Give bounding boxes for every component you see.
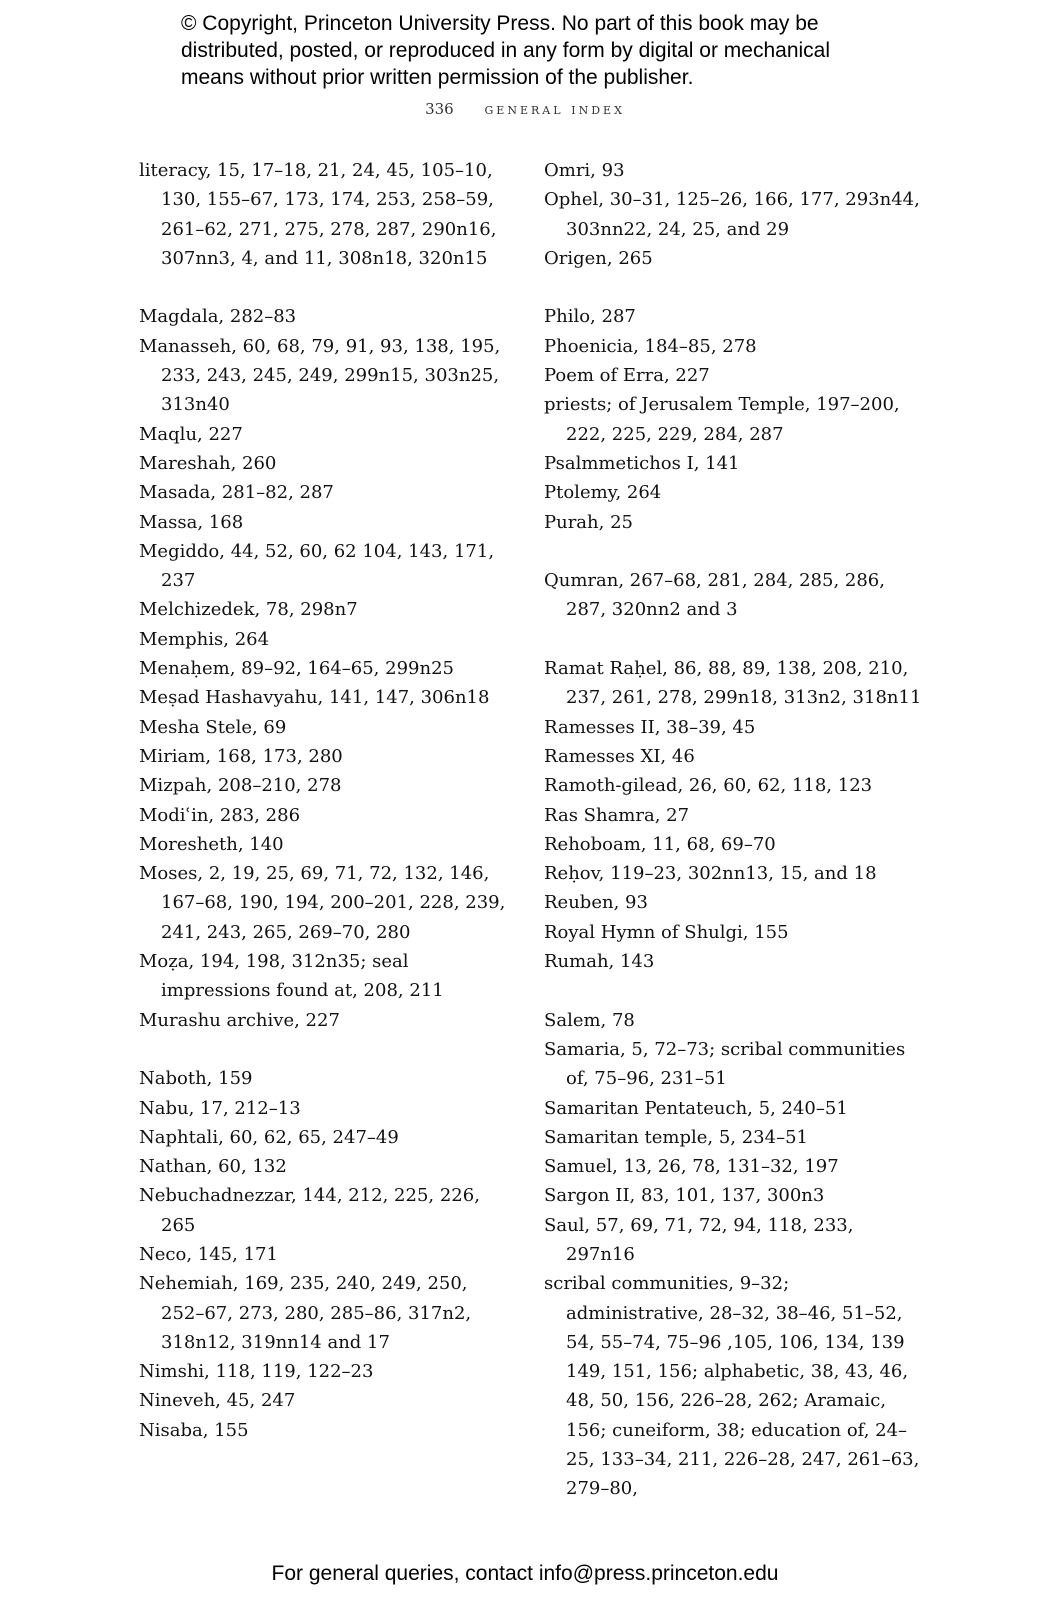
index-entry: Reuben, 93 bbox=[544, 892, 648, 914]
index-entry: Manasseh, 60, 68, 79, 91, 93, 138, 195, 233, 243, 245, 249, 299n15, 303n25, 313n40 bbox=[139, 335, 501, 416]
index-entry: Poem of Erra, 227 bbox=[544, 365, 710, 387]
index-entry: Modiʿin, 283, 286 bbox=[139, 804, 301, 826]
index-entry: Ras Shamra, 27 bbox=[544, 804, 690, 826]
index-entry: Saul, 57, 69, 71, 72, 94, 118, 233, 297n16 bbox=[544, 1214, 854, 1265]
index-entry: Moses, 2, 19, 25, 69, 71, 72, 132, 146, 167–68, 190, 194, 200–201, 228, 239, 241, 243, 265, 269–70, 280 bbox=[139, 863, 506, 943]
index-entry: Masada, 281–82, 287 bbox=[139, 482, 334, 504]
letter-group-gap bbox=[139, 273, 514, 302]
index-entry: Miriam, 168, 173, 280 bbox=[139, 745, 343, 767]
letter-group-gap bbox=[139, 1035, 514, 1064]
index-entry: Moresheth, 140 bbox=[139, 833, 284, 855]
index-entry: Qumran, 267–68, 281, 284, 285, 286, 287, 320nn2 and 3 bbox=[544, 570, 885, 621]
index-entry: Nabu, 17, 212–13 bbox=[139, 1097, 301, 1119]
index-column-right bbox=[544, 156, 924, 1504]
index-entry: Massa, 168 bbox=[139, 511, 244, 533]
index-entry: Samaritan Pentateuch, 5, 240–51 bbox=[544, 1097, 848, 1119]
index-entry: Rehoboam, 11, 68, 69–70 bbox=[544, 833, 776, 855]
index-entry: Rumah, 143 bbox=[544, 951, 655, 973]
index-entry: Menaḥem, 89–92, 164–65, 299n25 bbox=[139, 658, 454, 680]
index-entry: Memphis, 264 bbox=[139, 628, 270, 650]
index-entry: Ptolemy, 264 bbox=[544, 482, 662, 504]
index-entry: scribal communities, 9–32; administrative, 28–32, 38–46, 51–52, 54, 55–74, 75–96 ,105, 106, 134, 139 149, 151, 156; alphabetic, 38, 43, 46, 48, 50, 156, 226–28, 262; Aramaic, 156; cuneiform, 38; education of, 24–25, 133–34, 211, 226–28, 247, 261–63, 279–80, bbox=[544, 1273, 920, 1500]
index-entry: Origen, 265 bbox=[544, 247, 653, 269]
index-entry: Mesha Stele, 69 bbox=[139, 716, 287, 738]
index-entry: Nisaba, 155 bbox=[139, 1419, 249, 1441]
letter-group-gap bbox=[544, 976, 924, 1005]
index-entry: Ramoth-gilead, 26, 60, 62, 118, 123 bbox=[544, 775, 873, 797]
index-entry: Nimshi, 118, 119, 122–23 bbox=[139, 1361, 374, 1383]
index-entry: Mareshah, 260 bbox=[139, 452, 277, 474]
letter-group-gap bbox=[544, 625, 924, 654]
index-entry: Phoenicia, 184–85, 278 bbox=[544, 335, 757, 357]
index-entry: Nineveh, 45, 247 bbox=[139, 1390, 296, 1412]
index-entry: Mizpah, 208–210, 278 bbox=[139, 775, 342, 797]
index-entry: Royal Hymn of Shulgi, 155 bbox=[544, 921, 789, 943]
page-number: 336 bbox=[425, 100, 454, 118]
index-entry: Salem, 78 bbox=[544, 1009, 635, 1031]
index-entry: Philo, 287 bbox=[544, 306, 636, 328]
index-entry: Ramat Raḥel, 86, 88, 89, 138, 208, 210, 237, 261, 278, 299n18, 313n2, 318n11 bbox=[544, 658, 922, 709]
index-entry: Ramesses XI, 46 bbox=[544, 745, 695, 767]
index-entry: Ophel, 30–31, 125–26, 166, 177, 293n44, 303nn22, 24, 25, and 29 bbox=[544, 189, 920, 240]
index-entry: Moẓa, 194, 198, 312n35; seal impressions found at, 208, 211 bbox=[139, 951, 444, 1002]
index-entry: Samuel, 13, 26, 78, 131–32, 197 bbox=[544, 1156, 839, 1178]
index-column-left bbox=[139, 156, 514, 1445]
index-entry: literacy, 15, 17–18, 21, 24, 45, 105–10, 130, 155–67, 173, 174, 253, 258–59, 261–62, 271, 275, 278, 287, 290n16, 307nn3, 4, and 11, 308n18, 320n15 bbox=[139, 160, 497, 269]
index-entry: Maqlu, 227 bbox=[139, 423, 243, 445]
index-entry: Meṣad Hashavyahu, 141, 147, 306n18 bbox=[139, 687, 490, 709]
index-entry: Murashu archive, 227 bbox=[139, 1009, 340, 1031]
index-entry: Psalmmetichos I, 141 bbox=[544, 452, 740, 474]
index-entry: Neco, 145, 171 bbox=[139, 1243, 278, 1265]
index-entry: Nebuchadnezzar, 144, 212, 225, 226, 265 bbox=[139, 1185, 480, 1236]
index-entry: priests; of Jerusalem Temple, 197–200, 222, 225, 229, 284, 287 bbox=[544, 394, 900, 445]
index-entry: Purah, 25 bbox=[544, 511, 633, 533]
index-entry: Omri, 93 bbox=[544, 160, 625, 181]
index-entry: Megiddo, 44, 52, 60, 62 104, 143, 171, 237 bbox=[139, 540, 495, 592]
index-entry: Reḥov, 119–23, 302nn13, 15, and 18 bbox=[544, 863, 877, 885]
index-entry: Melchizedek, 78, 298n7 bbox=[139, 599, 358, 621]
running-title: general index bbox=[484, 100, 625, 118]
index-entry: Samaria, 5, 72–73; scribal communities of, 75–96, 231–51 bbox=[544, 1038, 906, 1090]
index-entry: Ramesses II, 38–39, 45 bbox=[544, 716, 756, 738]
running-head bbox=[0, 100, 1050, 118]
index-entry: Naphtali, 60, 62, 65, 247–49 bbox=[139, 1126, 399, 1148]
letter-group-gap bbox=[544, 273, 924, 302]
index-entry: Magdala, 282–83 bbox=[139, 306, 297, 328]
index-entry: Naboth, 159 bbox=[139, 1068, 253, 1090]
footer-contact: For general queries, contact info@press.princeton.edu bbox=[271, 1562, 779, 1585]
copyright-notice: © Copyright, Princeton University Press. No part of this book may be distributed, posted, or reproduced in any form by digital or mechanical means without prior written permission of the publisher. bbox=[181, 12, 831, 89]
index-entry: Sargon II, 83, 101, 137, 300n3 bbox=[544, 1185, 825, 1207]
index-entry: Nathan, 60, 132 bbox=[139, 1156, 287, 1178]
index-entry: Nehemiah, 169, 235, 240, 249, 250, 252–67, 273, 280, 285–86, 317n2, 318n12, 319nn14 and 17 bbox=[139, 1273, 472, 1353]
letter-group-gap bbox=[544, 537, 924, 566]
index-entry: Samaritan temple, 5, 234–51 bbox=[544, 1126, 808, 1148]
